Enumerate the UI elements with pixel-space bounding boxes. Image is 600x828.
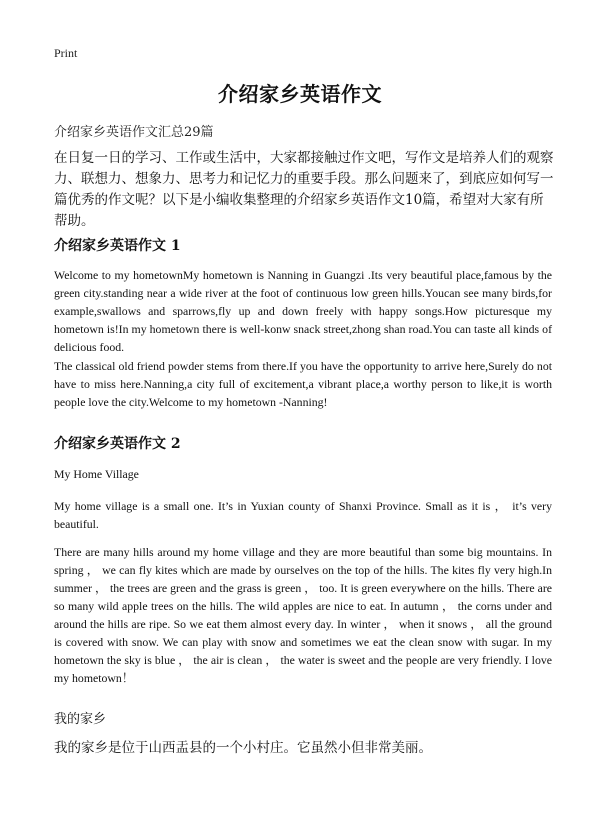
section-2-paragraph-3: 我的家乡 <box>54 712 107 727</box>
document-subtitle: 介绍家乡英语作文汇总29篇 <box>54 125 214 140</box>
section-1-paragraph-2: The classical old friend powder stems from there.If you have the opportunity to arrive here,Surely do not have to miss here.Nanning,a city full of excitement,a vibrant place,a worthy person to like,it is worth people love the city.Welcome to my hometown -Nanning! <box>54 359 552 409</box>
section-1-paragraph-1: Welcome to my hometownMy hometown is Nanning in Guangzi .Its very beautiful place,famous by the green city.standing near a wide river at the foot of continuous low green hills.Youcan see many birds,for example,swallows and sparrows,fly up and down freely with happy songs.How picturesque my hometown is!In my hometown there is well-konw snack street,zhong shan road.You can taste all kinds of delicious food. <box>54 268 552 354</box>
section-heading-2: 介绍家乡英语作文 2 <box>54 436 181 452</box>
section-2-paragraph-1: My home village is a small one. It’s in Yuxian county of Shanxi Province. Small as it is ， it’s very beautiful. <box>54 499 552 531</box>
section-2-paragraph-4: 我的家乡是位于山西盂县的一个小村庄。它虽然小但非常美丽。 <box>54 740 432 756</box>
print-link[interactable]: Print <box>54 46 78 60</box>
intro-paragraph: 在日复一日的学习、工作或生活中，大家都接触过作文吧，写作文是培养人们的观察力、联想力、想象力、思考力和记忆力的重要手段。那么问题来了，到底应如何写一篇优秀的作文呢？以下是小编收集整理的介绍家乡英语作文10篇，希望对大家有所帮助。 <box>54 150 554 229</box>
section-2-paragraph-2: There are many hills around my home village and they are more beautiful than some big mountains. In spring ， we can fly kites which are made by ourselves on the top of the hills. The kites fly very high.In summer ， the trees are green and the grass is green ， too. It is green everywhere on the hills. There are so many wild apple trees on the hills. The wild apples are nice to eat. In autumn ， the corns under and around the hills are ripe. So we eat them almost every day. In winter ， when it snows ， all the ground is covered with snow. We can play with snow and sometimes we eat the clean snow with sugar. In my hometown the sky is blue ， the air is clean ， the water is sweet and the people are very friendly. I love my hometown！ <box>54 545 552 685</box>
section-heading-1: 介绍家乡英语作文 1 <box>54 238 181 254</box>
page-title: 介绍家乡英语作文 <box>218 82 382 106</box>
section-2-subheading: My Home Village <box>54 467 139 481</box>
